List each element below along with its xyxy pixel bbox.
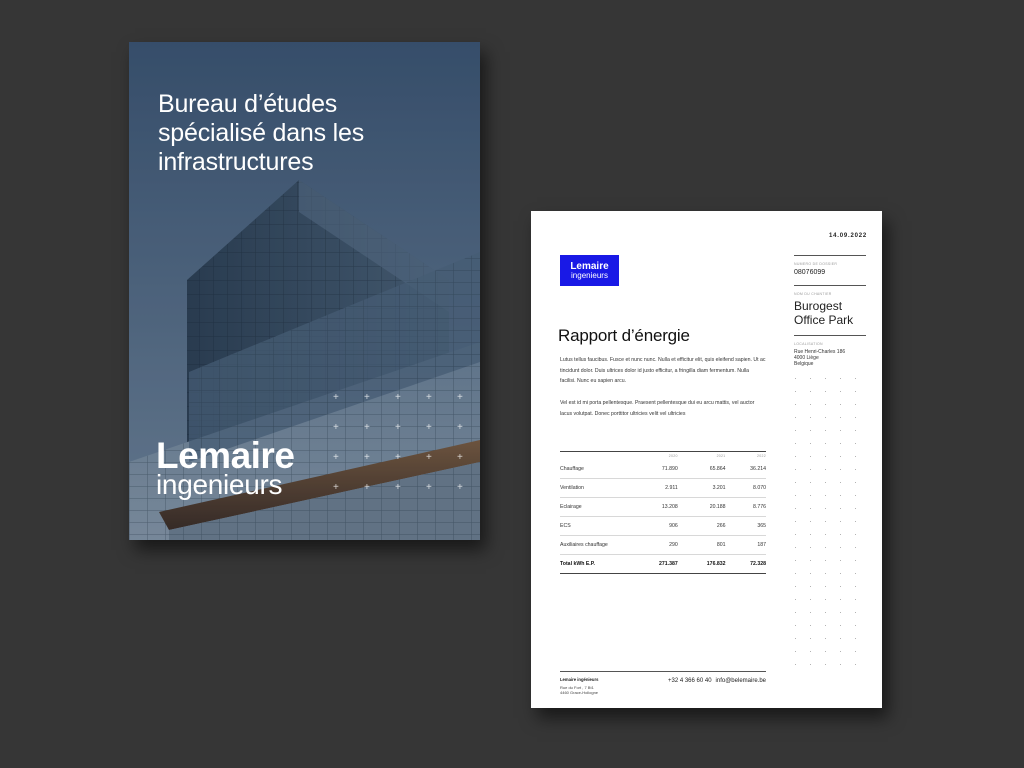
grid-dot [840,430,841,431]
grid-dot [795,417,796,418]
grid-dot [825,521,826,522]
grid-dot [795,404,796,405]
grid-dot [795,456,796,457]
footer-company: Lemaire ingénieurs [560,677,599,682]
address-line: Belgique [794,361,814,367]
grid-dot [810,638,811,639]
row-label: ECS [560,517,630,536]
site-name-line: Office Park [794,313,854,327]
cross-mark: + [426,452,432,463]
cross-mark: + [364,422,370,433]
grid-dot [795,560,796,561]
grid-dot [855,378,856,379]
dossier-number: 08076099 [794,269,826,276]
grid-dot [840,443,841,444]
grid-dot [810,404,811,405]
grid-dot [840,482,841,483]
site-block [794,285,866,327]
grid-dot [825,573,826,574]
grid-dot [855,417,856,418]
grid-dot [810,612,811,613]
grid-dot [810,495,811,496]
grid-dot [810,469,811,470]
row-label: Eclairage [560,498,630,517]
grid-dot [825,508,826,509]
grid-dot [825,586,826,587]
grid-dot [840,560,841,561]
cross-mark: + [426,392,432,403]
cell-value: 8.070 [726,479,766,498]
footer-address-line: 4460 Grace-Hollogne [560,690,599,695]
grid-dot [840,495,841,496]
grid-dot [855,612,856,613]
grid-dot [855,560,856,561]
report-logo [560,255,619,286]
grid-dot [795,508,796,509]
column-header: 2020 [630,452,678,461]
second-paragraph: Vel est id mi porta pellentesque. Praesent pellentesque dui eu arcu mattis, vel auctor lacus volutpat. Donec porttitor ultricies velit vel ultricies [560,400,755,417]
grid-dot [855,443,856,444]
intro-paragraph: Lutus tellus faucibus. Fusce et nunc nunc. Nulla et efficitur elit, quis eleifend sapien. Ut ac tincidunt dolor. Duis ultrices dolor id justo efficitur, a fringilla diam fermentum. Nulla facilisi. Nunc eu sapien arcu. [560,357,766,385]
site-label: NOM DU CHANTIER [794,292,832,296]
grid-dot [840,599,841,600]
grid-dot [810,482,811,483]
footer-email: info@belemaire.be [715,678,766,684]
logo-subline: ingenieurs [571,271,608,280]
cross-mark: + [364,452,370,463]
grid-dot [825,378,826,379]
cell-value: 13.208 [630,498,678,517]
cell-value: 266 [678,517,726,536]
grid-dot [825,469,826,470]
footer-address-line: Rue du Fort , 7 Bt1 [560,685,594,690]
cover-cross-pattern [333,393,473,493]
grid-dot [840,638,841,639]
grid-dot [855,638,856,639]
grid-dot [840,573,841,574]
grid-dot [795,391,796,392]
grid-dot [855,482,856,483]
grid-dot [810,573,811,574]
location-block [794,335,866,367]
cover-headline [158,90,458,177]
grid-dot [840,391,841,392]
cell-value: 3.201 [678,479,726,498]
grid-dot [825,534,826,535]
column-header: 2021 [678,452,726,461]
logo-wordmark: Lemaire [570,261,609,272]
grid-dot [840,547,841,548]
cell-value: 65.864 [678,460,726,479]
grid-dot [810,651,811,652]
grid-dot [825,391,826,392]
grid-dot [810,599,811,600]
cell-value: 20.188 [678,498,726,517]
grid-dot [855,521,856,522]
grid-dot [840,534,841,535]
address-line: Rue Henri-Charles 186 [794,349,846,355]
grid-dot [810,664,811,665]
grid-dot [840,417,841,418]
grid-dot [840,521,841,522]
grid-dot [795,469,796,470]
cross-mark: + [457,482,463,493]
grid-dot [825,404,826,405]
cross-mark: + [364,482,370,493]
grid-dot [810,378,811,379]
grid-dot [795,573,796,574]
location-label: LOCALISATION [794,342,823,346]
divider [794,285,866,286]
grid-dot [825,651,826,652]
grid-dot [795,443,796,444]
divider [794,255,866,256]
cross-mark: + [395,452,401,463]
grid-dot [795,625,796,626]
grid-dot [855,391,856,392]
cell-value: 365 [726,517,766,536]
grid-dot [840,378,841,379]
grid-dot [840,612,841,613]
dossier-block [794,255,866,276]
grid-dot [795,495,796,496]
table-row [560,536,766,555]
grid-dot [810,521,811,522]
footer-phone: +32 4 366 60 40 [668,678,712,684]
grid-dot [795,534,796,535]
grid-dot [795,664,796,665]
grid-dot [810,417,811,418]
grid-dot [855,469,856,470]
grid-dot [810,391,811,392]
report-date: 14.09.2022 [828,233,867,239]
grid-dot [810,625,811,626]
grid-dot [855,495,856,496]
grid-dot [795,547,796,548]
grid-dot [825,482,826,483]
cross-mark: + [333,452,339,463]
cross-mark: + [333,392,339,403]
cross-mark: + [426,422,432,433]
row-label: Chauffage [560,460,630,479]
grid-dot [855,625,856,626]
grid-dot [840,586,841,587]
grid-dot [795,599,796,600]
address-line: 4000 Liège [794,355,819,361]
grid-dot [840,664,841,665]
grid-dot [855,573,856,574]
grid-dot [810,534,811,535]
grid-dot [825,625,826,626]
grid-dot [795,521,796,522]
cell-value: 8.776 [726,498,766,517]
dossier-label: NUMERO DE DOSSIER [794,262,838,266]
headline-line: spécialisé dans les [158,119,365,147]
grid-dot [795,430,796,431]
grid-dot [855,508,856,509]
grid-dot [825,547,826,548]
grid-dot [825,612,826,613]
total-value: 176.832 [678,555,726,574]
grid-dot [855,651,856,652]
table-row [560,517,766,536]
logo-subline: ingenieurs [156,469,283,500]
cross-mark: + [395,392,401,403]
grid-dot [840,469,841,470]
total-label: Total kWh E.P. [560,555,630,574]
energy-table [560,451,766,574]
table-row [560,460,766,479]
row-label: Ventilation [560,479,630,498]
headline-line: Bureau d’études [158,90,338,118]
report-footer [560,671,766,695]
grid-dot [810,456,811,457]
brochure-cover [129,42,480,540]
cell-value: 71.890 [630,460,678,479]
total-value: 271.387 [630,555,678,574]
total-value: 72.328 [726,555,766,574]
headline-line: infrastructures [158,148,314,176]
cell-value: 36.214 [726,460,766,479]
table-row [560,498,766,517]
grid-dot [810,430,811,431]
grid-dot [855,547,856,548]
grid-dot [795,482,796,483]
grid-dot [825,560,826,561]
grid-dot [855,586,856,587]
cell-value: 290 [630,536,678,555]
cell-value: 187 [726,536,766,555]
grid-dot [825,456,826,457]
energy-report-sheet [531,211,882,708]
cross-mark: + [364,392,370,403]
grid-dot [795,586,796,587]
grid-dot [840,456,841,457]
grid-dot [855,430,856,431]
grid-dot [855,456,856,457]
grid-dot [795,378,796,379]
grid-dot [825,599,826,600]
cell-value: 801 [678,536,726,555]
cross-mark: + [457,452,463,463]
total-row [560,555,766,574]
cross-mark: + [457,392,463,403]
cross-mark: + [333,482,339,493]
row-label: Auxiliaires chauffage [560,536,630,555]
column-header [560,452,630,461]
table-row [560,479,766,498]
cell-value: 906 [630,517,678,536]
cross-mark: + [426,482,432,493]
dot-grid-decoration [795,378,867,678]
grid-dot [795,651,796,652]
grid-dot [825,638,826,639]
grid-dot [825,495,826,496]
grid-dot [855,534,856,535]
cross-mark: + [395,422,401,433]
cross-mark: + [457,422,463,433]
grid-dot [825,664,826,665]
grid-dot [840,625,841,626]
site-name-line: Burogest [794,299,843,313]
grid-dot [810,560,811,561]
logo-wordmark: Lemaire [156,435,295,476]
cross-mark: + [395,482,401,493]
grid-dot [810,586,811,587]
cross-mark: + [333,422,339,433]
grid-dot [825,443,826,444]
cover-logo [156,435,295,500]
grid-dot [810,547,811,548]
grid-dot [795,638,796,639]
grid-dot [840,404,841,405]
grid-dot [810,443,811,444]
cell-value: 2.911 [630,479,678,498]
table-header-row [560,452,766,461]
report-title: Rapport d’énergie [558,326,690,345]
grid-dot [840,651,841,652]
grid-dot [855,599,856,600]
grid-dot [855,664,856,665]
column-header: 2022 [726,452,766,461]
grid-dot [855,404,856,405]
grid-dot [810,508,811,509]
divider [794,335,866,336]
grid-dot [840,508,841,509]
grid-dot [825,430,826,431]
grid-dot [825,417,826,418]
grid-dot [795,612,796,613]
